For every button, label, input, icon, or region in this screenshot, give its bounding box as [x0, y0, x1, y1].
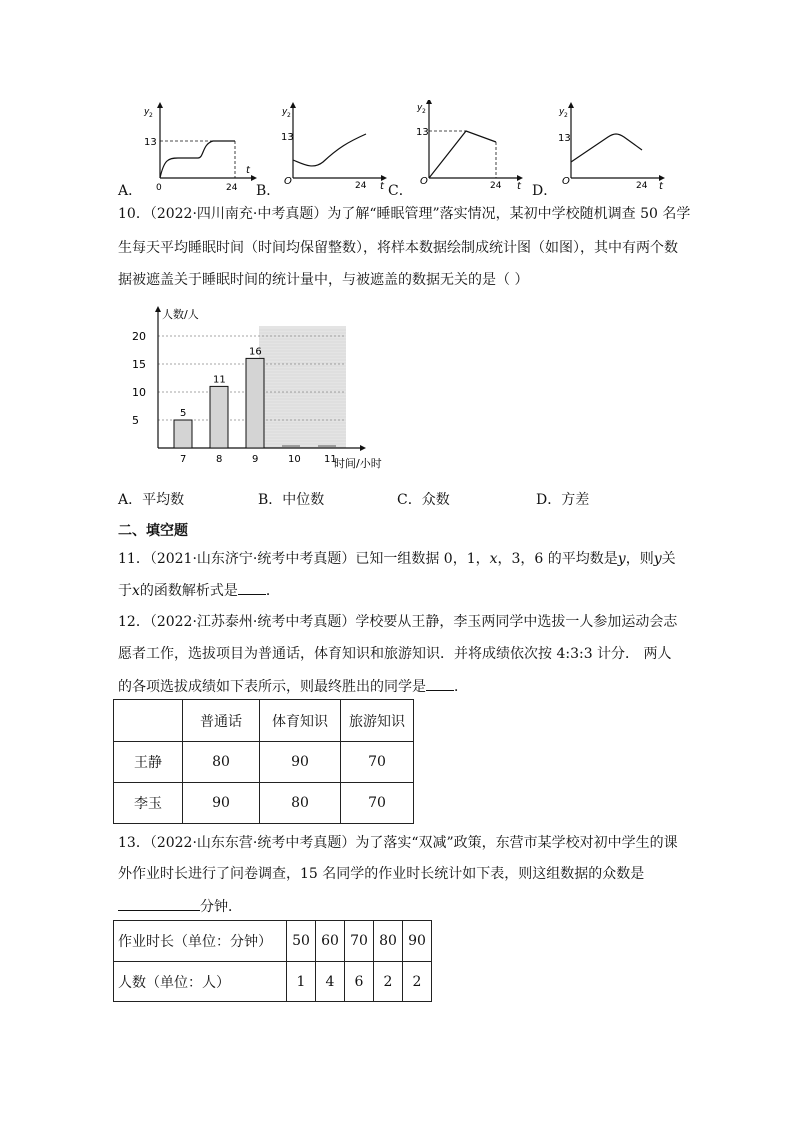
table-row: 人数（单位：人） 1 4 6 2 2: [114, 962, 432, 1002]
x-axis-arrow: [360, 445, 366, 451]
y-tick-label: 10: [132, 386, 146, 399]
x-tick-label: 8: [216, 454, 223, 465]
svg-text:24: 24: [490, 181, 502, 191]
y-tick-label: 20: [132, 330, 146, 343]
option-d-letter[interactable]: D．: [532, 183, 558, 199]
q10-choice-c[interactable]: C．众数: [397, 492, 450, 508]
svg-text:t: t: [659, 181, 663, 192]
bar-data-label: 16: [249, 346, 262, 358]
svg-text:O: O: [562, 176, 570, 187]
q13-line1: 13．（2022·山东东营·统考中考真题）为了落实“双减”政策，东营市某学校对初中学生的课: [118, 835, 678, 851]
svg-text:t: t: [246, 165, 250, 176]
svg-text:2: 2: [149, 112, 153, 119]
x-tick-label: 9: [252, 454, 259, 465]
option-a-letter[interactable]: A．: [118, 183, 143, 199]
y-axis-arrow: [155, 306, 161, 312]
option-a-graph: [138, 100, 258, 195]
q13-line2: 外作业时长进行了问卷调查，15 名同学的作业时长统计如下表，则这组数据的众数是: [118, 866, 645, 882]
q13-line3: 分钟．: [118, 898, 242, 915]
table-row: 王静 80 90 70: [114, 742, 414, 783]
table-header-row: 普通话 体育知识 旅游知识: [114, 700, 414, 742]
svg-text:t: t: [380, 181, 384, 192]
svg-text:y: y: [282, 107, 288, 117]
svg-text:2: 2: [422, 108, 426, 115]
svg-text:O: O: [284, 176, 292, 187]
svg-text:13: 13: [416, 127, 429, 138]
option-c-letter[interactable]: C．: [388, 183, 413, 199]
x-tick-label: 11: [324, 454, 337, 465]
sleep-bar-chart: [118, 300, 398, 472]
y-tick-label: 5: [132, 414, 139, 427]
svg-text:2: 2: [287, 112, 291, 119]
svg-text:13: 13: [558, 133, 571, 144]
svg-text:2: 2: [564, 112, 568, 119]
bar: [246, 358, 264, 448]
option-c-graph: [414, 100, 534, 195]
q11-line1: 11．（2021·山东济宁·统考中考真题）已知一组数据 0，1，x，3，6 的平均数是y，则y关: [118, 551, 676, 567]
q10-line1: 10．（2022·四川南充·中考真题）为了解“睡眠管理”落实情况，某初中学校随机调查 50 名学: [118, 206, 691, 222]
q10-choice-d[interactable]: D．方差: [536, 492, 590, 508]
section-title-fill-in: 二、填空题: [118, 523, 188, 539]
svg-text:24: 24: [636, 181, 648, 191]
svg-text:13: 13: [281, 132, 294, 143]
x-axis-label: 时间/小时: [334, 457, 382, 470]
table-row: 李玉 90 80 70: [114, 783, 414, 824]
q10-line2: 生每天平均睡眠时间（时间均保留整数），将样本数据绘制成统计图（如图），其中有两个数: [118, 240, 678, 256]
y-axis-label: 人数/人: [162, 308, 199, 321]
bar: [174, 420, 192, 448]
svg-text:t: t: [517, 181, 521, 192]
option-d-graph: [556, 100, 676, 195]
svg-text:24: 24: [226, 183, 238, 193]
q12-answer-blank[interactable]: [426, 678, 454, 691]
q11-answer-blank[interactable]: [238, 582, 266, 595]
x-tick-label: 7: [180, 454, 187, 465]
svg-text:y: y: [417, 103, 423, 113]
svg-text:24: 24: [355, 181, 367, 191]
q10-choice-a[interactable]: A．平均数: [118, 492, 185, 508]
svg-text:0: 0: [156, 183, 162, 193]
svg-text:13: 13: [144, 137, 157, 148]
table-row: 作业时长（单位：分钟） 50 60 70 80 90: [114, 921, 432, 962]
q12-line2: 愿者工作，选拔项目为普通话，体育知识和旅游知识．并将成绩依次按 4:3:3 计分． 两人: [118, 646, 672, 662]
q12-score-table: [113, 699, 414, 824]
y-tick-label: 15: [132, 358, 146, 371]
q11-line2: 于x的函数解析式是 ．: [118, 583, 280, 599]
q12-line1: 12．（2022·江苏泰州·统考中考真题）学校要从王静，李玉两同学中选拔一人参加运动会志: [118, 614, 678, 630]
q13-homework-table: [113, 920, 432, 1002]
bar-data-label: 5: [180, 408, 187, 419]
svg-text:y: y: [144, 107, 150, 117]
option-b-graph: [278, 100, 398, 195]
q10-choice-b[interactable]: B．中位数: [258, 492, 325, 508]
x-tick-label: 10: [288, 454, 301, 465]
svg-text:O: O: [420, 176, 428, 187]
svg-text:y: y: [559, 107, 565, 117]
q12-line3: 的各项选拔成绩如下表所示，则最终胜出的同学是 ．: [118, 679, 468, 695]
bar: [210, 386, 228, 448]
q10-line3: 据被遮盖关于睡眠时间的统计量中，与被遮盖的数据无关的是（ ）: [118, 272, 529, 288]
q13-answer-blank[interactable]: [118, 898, 200, 911]
bar-data-label: 11: [213, 374, 226, 386]
option-b-letter[interactable]: B．: [256, 183, 281, 199]
